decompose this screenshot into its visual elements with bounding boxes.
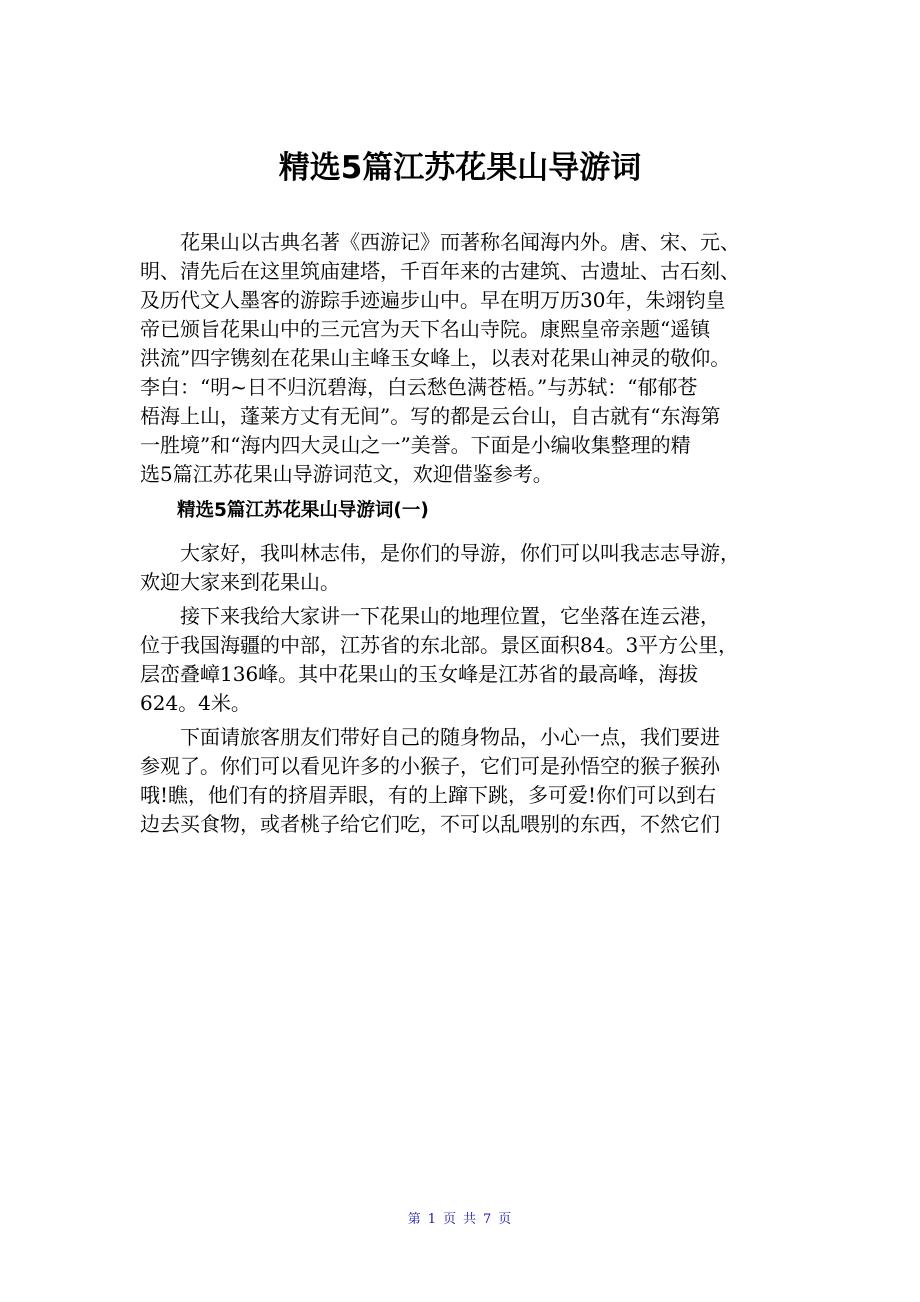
- footer-total-unit: 页: [498, 1212, 513, 1227]
- footer-page-label: 第: [407, 1212, 422, 1227]
- intro-line: 选5篇江苏花果山导游词范文，欢迎借鉴参考。: [140, 462, 553, 486]
- intro-paragraph: [140, 226, 780, 487]
- intro-line: 洪流”四字镌刻在花果山主峰玉女峰上，以表对花果山神灵的敬仰。: [140, 346, 731, 370]
- paragraph-line: 层峦叠嶂136峰。其中花果山的玉女峰是江苏省的最高峰，海拔: [140, 662, 699, 686]
- paragraph-line: 下面请旅客朋友们带好自己的随身物品，小心一点，我们要进: [180, 725, 720, 749]
- footer-total-pages: 7: [483, 1212, 493, 1227]
- paragraph-line: 边去买食物，或者桃子给它们吃，不可以乱喂别的东西，不然它们: [140, 812, 720, 836]
- document-title: 精选5篇江苏花果山导游词: [278, 150, 642, 186]
- paragraph-line: 接下来我给大家讲一下花果山的地理位置，它坐落在连云港，: [180, 604, 720, 628]
- intro-line: 明、清先后在这里筑庙建塔，千百年来的古建筑、古遗址、古石刻、: [140, 259, 740, 283]
- paragraph-line: 位于我国海疆的中部，江苏省的东北部。景区面积84。3平方公里，: [140, 633, 739, 657]
- paragraph-line: 参观了。你们可以看见许多的小猴子，它们可是孙悟空的猴子猴孙: [140, 754, 720, 778]
- intro-line: 一胜境”和“海内四大灵山之一”美誉。下面是小编收集整理的精: [140, 433, 691, 457]
- section-heading: 精选5篇江苏花果山导游词(一): [177, 500, 429, 521]
- paragraph-line: 大家好，我叫林志伟，是你们的导游，你们可以叫我志志导游，: [180, 541, 740, 565]
- document-body: [140, 226, 780, 837]
- intro-line: 帝已颁旨花果山中的三元宫为天下名山寺院。康熙皇帝亲题“遥镇: [140, 317, 711, 341]
- paragraph-line: 欢迎大家来到花果山。: [140, 570, 340, 594]
- footer-total-label: 共: [463, 1212, 478, 1227]
- paragraph-2: [140, 600, 780, 716]
- intro-line: 梧海上山，蓬莱方丈有无间”。写的都是云台山，自古就有“东海第: [140, 404, 721, 428]
- paragraph-1: [140, 537, 780, 595]
- intro-line: 花果山以古典名著《西游记》而著称名闻海内外。唐、宋、元、: [180, 230, 740, 254]
- intro-line: 及历代文人墨客的游踪手迹遍步山中。早在明万历30年，朱翊钧皇: [140, 288, 726, 312]
- paragraph-line: 哦!瞧，他们有的挤眉弄眼，有的上蹿下跳，多可爱!你们可以到右: [140, 783, 717, 807]
- paragraph-line: 624。4米。: [140, 691, 251, 715]
- footer-page-unit: 页: [442, 1212, 457, 1227]
- footer-current-page: 1: [427, 1212, 437, 1227]
- page-footer: [0, 1208, 920, 1227]
- intro-line: 李白：“明~日不归沉碧海，白云愁色满苍梧。”与苏轼：“郁郁苍: [140, 375, 698, 399]
- paragraph-3: [140, 721, 780, 837]
